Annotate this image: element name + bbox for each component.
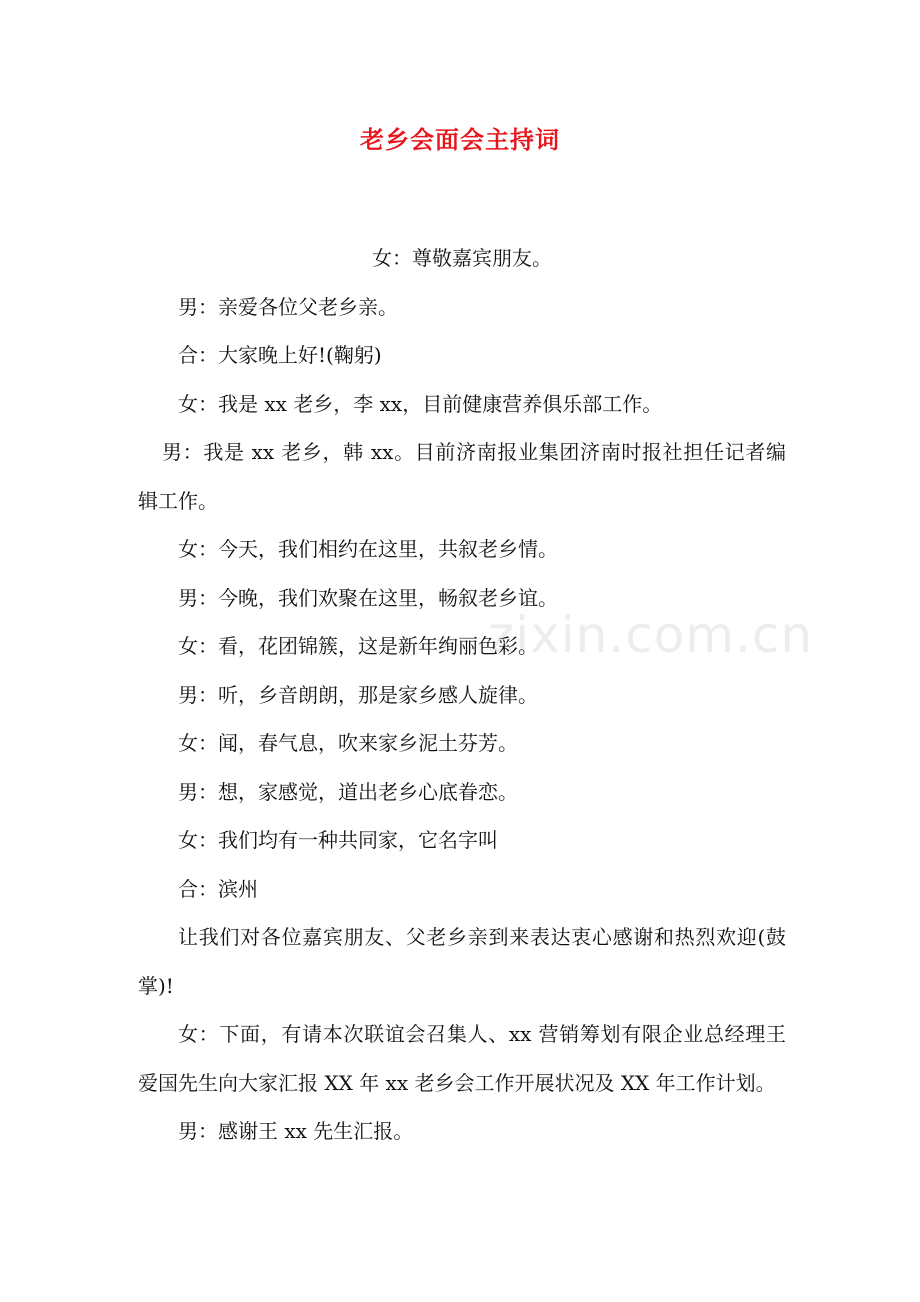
paragraph-line: 男：今晚，我们欢聚在这里，畅叙老乡谊。 [178,585,558,610]
paragraph-greeting-male: 男：亲爱各位父老乡亲。 [178,294,398,319]
paragraph-line: 合：滨州 [178,876,258,901]
paragraph-greeting-together: 合：大家晚上好!(鞠躬) [178,343,382,367]
document-title: 老乡会面会主持词 [360,126,560,154]
paragraph-line: 女：我们均有一种共同家，它名字叫 [178,828,498,852]
paragraph-line: 女：今天，我们相约在这里，共叙老乡情。 [178,537,558,561]
watermark: zixin.com.cn [488,606,814,664]
paragraph-line: 女：看，花团锦簇，这是新年绚丽色彩。 [178,634,538,658]
paragraph-thanks: 男：感谢王 xx 先生汇报。 [178,1119,414,1143]
document-body [138,234,786,1156]
paragraph-line: 男：想，家感觉，道出老乡心底眷恋。 [178,779,518,804]
paragraph-report-invite: 女：下面，有请本次联谊会召集人、xx 营销筹划有限企业总经理王爱国先生向大家汇报 XX 年 xx 老乡会工作开展状况及 XX 年工作计划。 [138,1022,786,1095]
paragraph-greeting-female: 女：尊敬嘉宾朋友。 [372,246,552,270]
paragraph-welcome: 让我们对各位嘉宾朋友、父老乡亲到来表达衷心感谢和热烈欢迎(鼓掌)! [138,925,786,998]
paragraph-line: 男：听，乡音朗朗，那是家乡感人旋律。 [178,682,538,707]
paragraph-line: 女：闻，春气息，吹来家乡泥土芬芳。 [178,731,518,755]
paragraph-intro-male: 男：我是 xx 老乡，韩 xx。目前济南报业集团济南时报社担任记者编辑工作。 [138,440,786,513]
paragraph-intro-female: 女：我是 xx 老乡，李 xx，目前健康营养俱乐部工作。 [178,391,663,416]
